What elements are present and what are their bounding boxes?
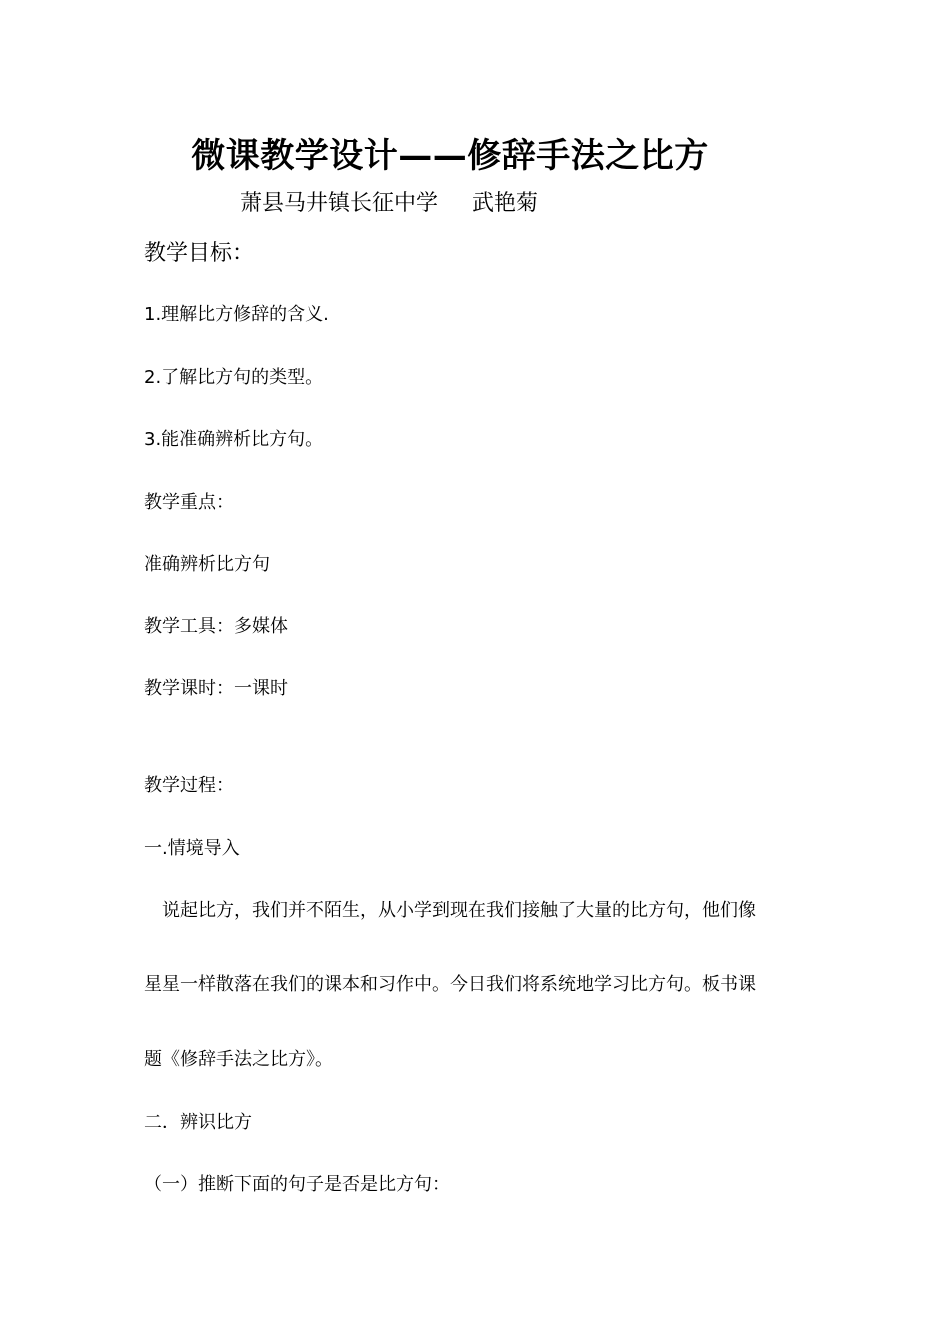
- document-title: 微课教学设计——修辞手法之比方: [191, 136, 709, 176]
- paragraph-line: 说起比方，我们并不陌生，从小学到现在我们接触了大量的比方句，他们像: [144, 900, 756, 921]
- author-line: [240, 186, 538, 217]
- objective-item: 1.理解比方修辞的含义.: [144, 304, 329, 325]
- author-name: 武艳菊: [472, 191, 539, 216]
- objective-item: 3.能准确辨析比方句。: [144, 429, 324, 450]
- focus-text: 准确辨析比方句: [144, 554, 270, 575]
- objectives-heading: 教学目标：: [144, 241, 255, 266]
- focus-heading: 教学重点：: [144, 492, 234, 513]
- school-name: 萧县马井镇长征中学: [240, 191, 439, 216]
- process-heading: 教学过程：: [144, 775, 234, 796]
- paragraph-line: 题《修辞手法之比方》。: [144, 1049, 333, 1070]
- hours-line: 教学课时：一课时: [144, 678, 288, 699]
- tools-line: 教学工具：多媒体: [144, 616, 288, 637]
- objective-item: 2.了解比方句的类型。: [144, 367, 324, 388]
- section1-heading: 一.情境导入: [144, 838, 240, 859]
- section2-heading: 二．辨识比方: [144, 1112, 252, 1133]
- section2-subheading: （一）推断下面的句子是否是比方句：: [144, 1174, 450, 1195]
- paragraph-line: 星星一样散落在我们的课本和习作中。今日我们将系统地学习比方句。板书课: [144, 974, 756, 995]
